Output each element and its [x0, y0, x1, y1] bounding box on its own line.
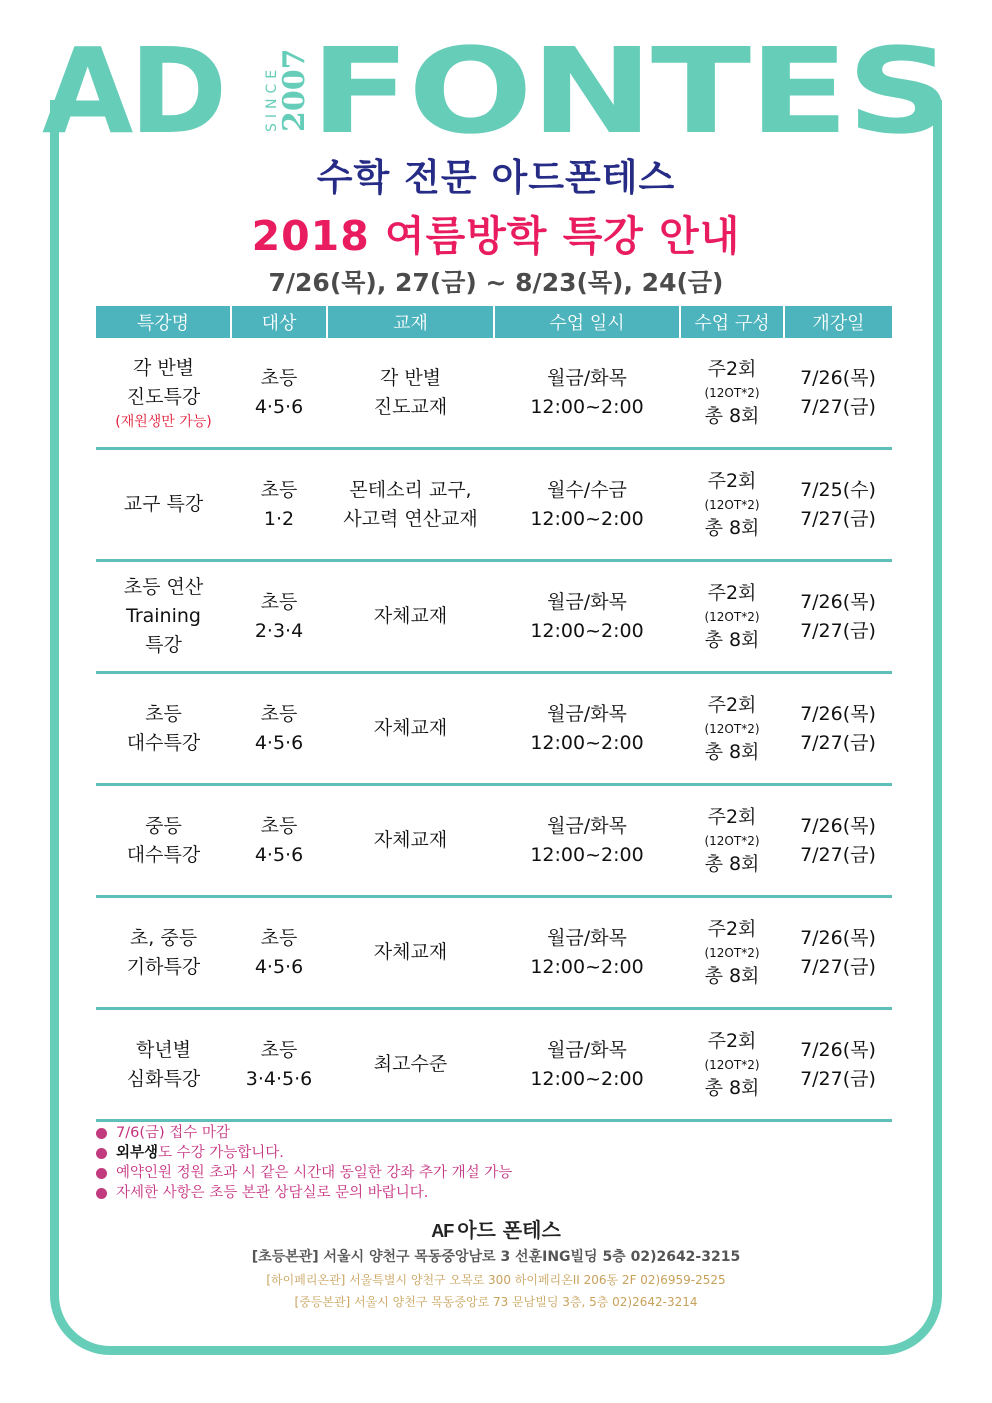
cell-class-time [494, 897, 680, 1009]
start-date-line: 7/26(목) [800, 366, 876, 389]
bullet-icon [96, 1168, 107, 1179]
table-row [96, 338, 892, 449]
cell-composition [680, 673, 784, 785]
target-line: 2·3·4 [254, 619, 304, 642]
textbook-line: 몬테소리 교구, [349, 478, 472, 501]
class-hours: 12:00~2:00 [530, 395, 644, 418]
composition-total: 총 8회 [704, 516, 760, 539]
brand-name: 아드 폰테스 [457, 1218, 561, 1242]
class-hours: 12:00~2:00 [530, 731, 644, 754]
class-days: 월금/화목 [547, 702, 627, 725]
cell-start-date [784, 785, 892, 897]
composition-detail: (12OT*2) [704, 385, 760, 400]
header-target: 대상 [231, 306, 327, 338]
cell-target [231, 561, 327, 673]
address-hyperion: [하이페리온관] 서울특별시 양천구 오목로 300 하이페리온II 206동 2F 02)6959-2525 [266, 1273, 726, 1287]
cell-textbook [327, 561, 494, 673]
course-name-line: 교구 특강 [123, 493, 204, 515]
composition-detail: (12OT*2) [704, 609, 760, 624]
class-days: 월금/화목 [547, 926, 627, 949]
composition-detail: (12OT*2) [704, 1057, 760, 1072]
composition-total: 총 8회 [704, 404, 760, 427]
bullet-icon [96, 1128, 107, 1139]
course-name-line: Training [126, 605, 201, 627]
table-row [96, 561, 892, 673]
class-days: 월수/수금 [547, 478, 627, 501]
textbook-line: 최고수준 [373, 1053, 448, 1075]
course-name-line: 특강 [145, 634, 182, 656]
cell-class-time [494, 338, 680, 449]
note-text-bold: 외부생 [116, 1145, 159, 1161]
cell-start-date [784, 673, 892, 785]
footer-brand [0, 1214, 992, 1243]
composition-frequency: 주2회 [707, 581, 757, 604]
composition-frequency: 주2회 [707, 805, 757, 828]
cell-class-time [494, 673, 680, 785]
start-date-line: 7/26(목) [800, 926, 876, 949]
textbook-line: 자체교재 [373, 717, 448, 739]
note-item [96, 1123, 892, 1143]
target-line: 초등 [260, 926, 298, 949]
table-row [96, 1009, 892, 1121]
cell-course-name [96, 449, 231, 561]
start-date-line: 7/26(목) [800, 1038, 876, 1061]
page-title-academy: 수학 전문 아드폰테스 [316, 156, 676, 199]
class-days: 월금/화목 [547, 590, 627, 613]
course-name-line: 학년별 [135, 1038, 192, 1061]
composition-detail: (12OT*2) [704, 721, 760, 736]
cell-textbook [327, 449, 494, 561]
cell-target [231, 785, 327, 897]
composition-frequency: 주2회 [707, 917, 757, 940]
start-date-line: 7/27(금) [800, 955, 876, 978]
cell-composition [680, 897, 784, 1009]
table-row [96, 785, 892, 897]
start-date-line: 7/27(금) [800, 731, 876, 754]
cell-target [231, 449, 327, 561]
cell-start-date [784, 449, 892, 561]
course-name-line: 대수특강 [126, 843, 201, 866]
course-note: (재원생만 가능) [115, 413, 212, 430]
schedule-table [96, 306, 892, 1122]
target-line: 초등 [260, 702, 298, 725]
cell-start-date [784, 897, 892, 1009]
start-date-line: 7/25(수) [800, 478, 876, 501]
start-date-line: 7/26(목) [800, 814, 876, 837]
cell-start-date [784, 1009, 892, 1121]
class-hours: 12:00~2:00 [530, 843, 644, 866]
table-row [96, 673, 892, 785]
course-name-line: 각 반별 [132, 356, 195, 379]
notes-list [96, 1123, 892, 1203]
target-line: 초등 [260, 1038, 298, 1061]
cell-textbook [327, 673, 494, 785]
cell-composition [680, 785, 784, 897]
course-name-line: 심화특강 [126, 1067, 201, 1090]
logo-since: SINCE [264, 64, 280, 132]
header-course-name: 특강명 [96, 306, 231, 338]
target-line: 초등 [260, 478, 298, 501]
start-date-line: 7/27(금) [800, 1067, 876, 1090]
cell-class-time [494, 449, 680, 561]
target-line: 초등 [260, 366, 298, 389]
cell-course-name [96, 673, 231, 785]
header-textbook: 교재 [327, 306, 494, 338]
cell-course-name [96, 561, 231, 673]
composition-frequency: 주2회 [707, 693, 757, 716]
composition-detail: (12OT*2) [704, 497, 760, 512]
table-row [96, 897, 892, 1009]
textbook-line: 각 반별 [379, 366, 442, 389]
start-date-line: 7/27(금) [800, 619, 876, 642]
table-row [96, 449, 892, 561]
cell-target [231, 1009, 327, 1121]
target-line: 4·5·6 [254, 395, 304, 418]
cell-course-name [96, 785, 231, 897]
address-elementary-main: [초등본관] 서울시 양천구 목동중앙남로 3 선훈ING빌딩 5층 02)2642-3215 [251, 1249, 741, 1265]
page-title-event: 2018 여름방학 특강 안내 [251, 212, 741, 260]
cell-target [231, 338, 327, 449]
class-hours: 12:00~2:00 [530, 955, 644, 978]
logo-year: 2007 [277, 48, 312, 132]
course-name-line: 초, 중등 [129, 926, 198, 949]
cell-textbook [327, 338, 494, 449]
target-line: 4·5·6 [254, 731, 304, 754]
cell-composition [680, 1009, 784, 1121]
cell-textbook [327, 785, 494, 897]
cell-target [231, 673, 327, 785]
note-text: 도 수강 가능합니다. [158, 1145, 284, 1161]
header-class-time: 수업 일시 [494, 306, 680, 338]
target-line: 3·4·5·6 [245, 1067, 313, 1090]
start-date-line: 7/27(금) [800, 507, 876, 530]
textbook-line: 자체교재 [373, 829, 448, 851]
class-hours: 12:00~2:00 [530, 619, 644, 642]
cell-target [231, 897, 327, 1009]
cell-course-name [96, 338, 231, 449]
course-name-line: 초등 연산 [123, 576, 204, 598]
target-line: 초등 [260, 814, 298, 837]
period-dates: 7/26(목), 27(금) ~ 8/23(목), 24(금) [268, 268, 724, 297]
start-date-line: 7/27(금) [800, 395, 876, 418]
note-item [96, 1143, 892, 1163]
table-header-row [96, 306, 892, 338]
cell-course-name [96, 1009, 231, 1121]
logo-ad: AD [42, 28, 224, 148]
cell-start-date [784, 561, 892, 673]
class-hours: 12:00~2:00 [530, 507, 644, 530]
cell-course-name [96, 897, 231, 1009]
target-line: 초등 [260, 590, 298, 613]
cell-class-time [494, 561, 680, 673]
start-date-line: 7/26(목) [800, 590, 876, 613]
header-start-date: 개강일 [784, 306, 892, 338]
header-composition: 수업 구성 [680, 306, 784, 338]
cell-class-time [494, 1009, 680, 1121]
composition-frequency: 주2회 [707, 1029, 757, 1052]
start-date-line: 7/26(목) [800, 702, 876, 725]
target-line: 4·5·6 [254, 955, 304, 978]
start-date-line: 7/27(금) [800, 843, 876, 866]
composition-total: 총 8회 [704, 964, 760, 987]
course-name-line: 기하특강 [126, 955, 201, 978]
target-line: 1·2 [263, 507, 295, 530]
class-days: 월금/화목 [547, 814, 627, 837]
textbook-line: 사고력 연산교재 [343, 507, 478, 530]
composition-total: 총 8회 [704, 628, 760, 651]
composition-total: 총 8회 [704, 852, 760, 875]
cell-class-time [494, 785, 680, 897]
logo-fontes: FONTES [310, 28, 950, 148]
class-days: 월금/화목 [547, 366, 627, 389]
cell-textbook [327, 897, 494, 1009]
adfontes-logo [42, 28, 952, 148]
course-name-line: 대수특강 [126, 731, 201, 754]
bullet-icon [96, 1148, 107, 1159]
class-days: 월금/화목 [547, 1038, 627, 1061]
address-middle-main: [중등본관] 서울시 양천구 목동중앙로 73 문남빌딩 3층, 5층 02)2642-3214 [294, 1295, 698, 1309]
class-hours: 12:00~2:00 [530, 1067, 644, 1090]
cell-composition [680, 449, 784, 561]
brand-logo-mark: AF [431, 1221, 454, 1241]
composition-frequency: 주2회 [707, 357, 757, 380]
note-text: 7/6(금) 접수 마감 [116, 1125, 230, 1141]
course-name-line: 중등 [145, 814, 182, 837]
note-text: 예약인원 정원 초과 시 같은 시간대 동일한 강좌 추가 개설 가능 [116, 1165, 513, 1181]
cell-composition [680, 338, 784, 449]
composition-detail: (12OT*2) [704, 945, 760, 960]
cell-composition [680, 561, 784, 673]
note-item [96, 1183, 892, 1203]
note-item [96, 1163, 892, 1183]
bullet-icon [96, 1188, 107, 1199]
composition-total: 총 8회 [704, 1076, 760, 1099]
course-name-line: 진도특강 [126, 385, 201, 408]
course-name-line: 초등 [145, 702, 182, 725]
note-text: 자세한 사항은 초등 본관 상담실로 문의 바랍니다. [116, 1185, 429, 1201]
textbook-line: 진도교재 [373, 395, 448, 418]
composition-detail: (12OT*2) [704, 833, 760, 848]
cell-start-date [784, 338, 892, 449]
textbook-line: 자체교재 [373, 605, 448, 627]
textbook-line: 자체교재 [373, 941, 448, 963]
cell-textbook [327, 1009, 494, 1121]
composition-frequency: 주2회 [707, 469, 757, 492]
composition-total: 총 8회 [704, 740, 760, 763]
target-line: 4·5·6 [254, 843, 304, 866]
